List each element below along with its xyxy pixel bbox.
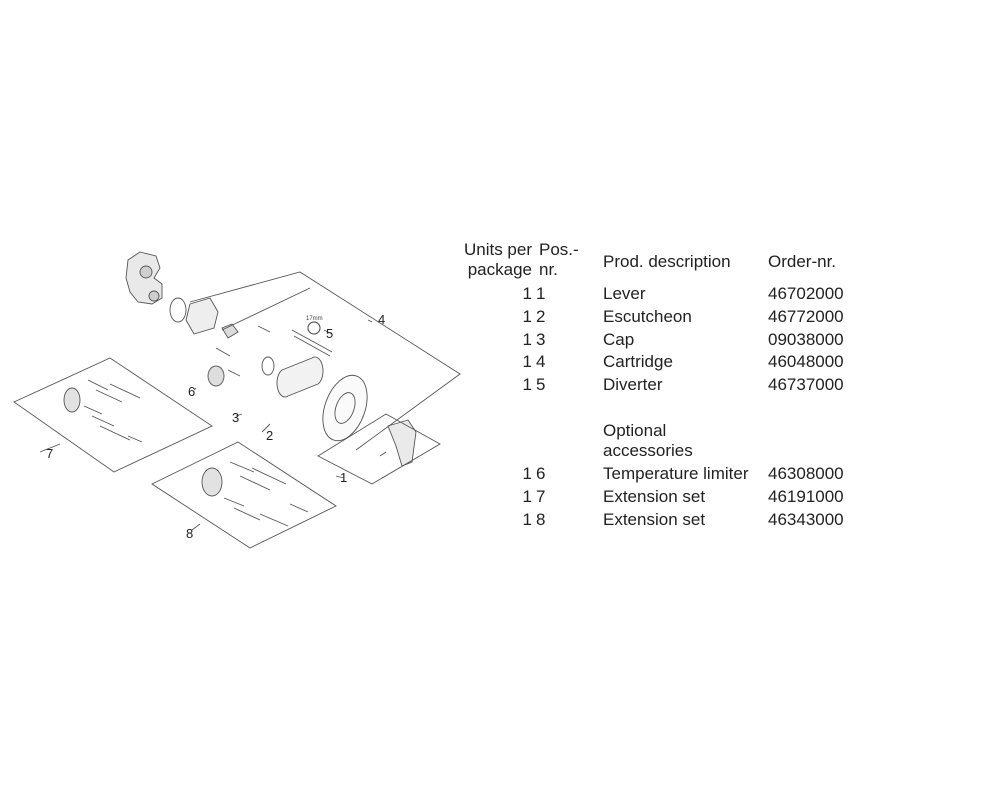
optional-accessories-heading: Optional accessories — [603, 421, 693, 460]
row-units: 1 — [522, 352, 532, 371]
row-units: 1 — [522, 464, 532, 483]
tool-size-label: 17mm — [306, 316, 323, 322]
row-order-number: 46343000 — [768, 510, 844, 529]
o-ring — [170, 298, 186, 322]
row-units: 1 — [522, 284, 532, 303]
row-order-number: 46737000 — [768, 375, 844, 394]
units-header: Units per package — [463, 240, 532, 279]
exploded-parts-diagram — [0, 230, 480, 550]
row-description: Cap — [603, 330, 635, 349]
row-description: Diverter — [603, 375, 663, 394]
callout-4: 4 — [378, 312, 386, 327]
row-order-number: 46702000 — [768, 284, 844, 303]
row-units: 1 — [522, 510, 532, 529]
extension-set-8-panel — [152, 442, 336, 548]
row-pos: 4 — [536, 352, 546, 371]
callout-6: 6 — [188, 384, 196, 399]
row-pos: 7 — [536, 487, 546, 506]
row-order-number: 09038000 — [768, 330, 844, 349]
cartridge-part — [186, 298, 218, 334]
cap-part — [277, 357, 323, 397]
escutcheon-part — [315, 369, 376, 447]
order-number-header: Order-nr. — [768, 252, 837, 271]
callout-5: 5 — [326, 326, 334, 341]
row-pos: 2 — [536, 307, 546, 326]
pos-header: Pos.- nr. — [539, 240, 579, 279]
callout-1: 1 — [340, 470, 348, 485]
temperature-limiter-part — [208, 366, 224, 386]
row-units: 1 — [522, 375, 532, 394]
callout-2: 2 — [266, 428, 274, 443]
row-description: Escutcheon — [603, 307, 692, 326]
row-pos: 5 — [536, 375, 546, 394]
row-order-number: 46772000 — [768, 307, 844, 326]
row-units: 1 — [522, 307, 532, 326]
extension-set-7-panel — [14, 358, 212, 472]
callout-7: 7 — [46, 446, 54, 461]
row-description: Cartridge — [603, 352, 673, 371]
row-units: 1 — [522, 330, 532, 349]
row-pos: 6 — [536, 464, 546, 483]
row-description: Extension set — [603, 510, 706, 529]
callout-8: 8 — [186, 526, 194, 541]
callout-3: 3 — [232, 410, 240, 425]
row-order-number: 46308000 — [768, 464, 844, 483]
row-description: Temperature limiter — [603, 464, 749, 483]
row-order-number: 46191000 — [768, 487, 844, 506]
row-units: 1 — [522, 487, 532, 506]
row-pos: 8 — [536, 510, 546, 529]
o-ring — [262, 357, 274, 375]
row-pos: 1 — [536, 284, 546, 303]
row-order-number: 46048000 — [768, 352, 844, 371]
row-description: Lever — [603, 284, 646, 303]
lever-part — [388, 420, 416, 466]
row-description: Extension set — [603, 487, 706, 506]
row-pos: 3 — [536, 330, 546, 349]
description-header: Prod. description — [603, 252, 731, 271]
